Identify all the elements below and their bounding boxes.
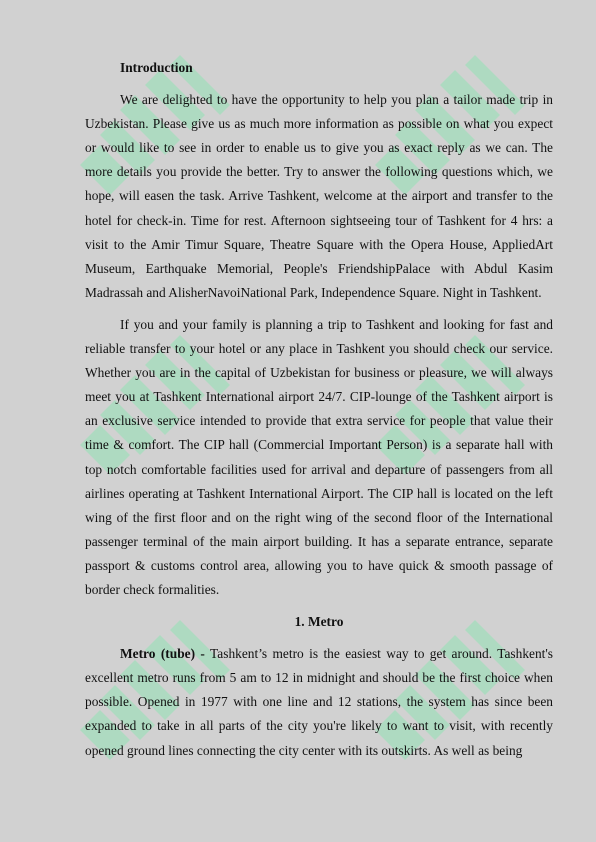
metro-text: Tashkent’s metro is the easiest way to get around. Tashkent's excellent metro runs from 5 am to 12 in midnight and should be the first choice when possible. Opened in 1977 with one line and 12 stations, the system has since been expanded to take in all parts of the city you're likely to want to visit, with recently opened ground lines connecting the city center with its outskirts. As well as being (85, 646, 553, 758)
paragraph-metro (85, 642, 553, 762)
section-title-metro: 1. Metro (294, 614, 344, 630)
document-body (85, 56, 553, 771)
paragraph-intro: We are delighted to have the opportunity to help you plan a tailor made trip in Uzbekistan. Please give us as much more information as possible on what you expect or would like to see in order to enable us to give you as exact reply as we can. The more details you provide the better. Try to answer the following questions which, we hope, will easen the task. Arrive Tashkent, welcome at the airport and transfer to the hotel for check-in. Time for rest. Afternoon sightseeing tour of Tashkent for 4 hrs: a visit to the Amir Timur Square, Theatre Square with the Opera House, AppliedArt Museum, Earthquake Memorial, People's FriendshipPalace with Abdul Kasim Madrassah and AlisherNavoiNational Park, Independence Square. Night in Tashkent. (85, 92, 553, 300)
paragraph-transfer: If you and your family is planning a trip to Tashkent and looking for fast and reliable transfer to your hotel or any place in Tashkent you should check our service. Whether you are in the capital of Uzbekistan for business or pleasure, we will always meet you at Tashkent International airport 24/7. CIP-lounge of the Tashkent airport is an exclusive service intended to provide that extra service for people that value their time & comfort. The CIP hall (Commercial Important Person) is a separate hall with top notch comfortable facilities used for arrival and departure of passengers from all airlines operating at Tashkent International Airport. The CIP hall is located on the left wing of the first floor and on the right wing of the second floor of the International passenger terminal of the main airport building. It has a separate entrance, separate passport & customs control area, allowing you to have quick & smooth passage of border check formalities. (85, 316, 553, 597)
heading-introduction: Introduction (120, 60, 193, 75)
metro-lead-term: Metro (tube) - (120, 646, 205, 662)
